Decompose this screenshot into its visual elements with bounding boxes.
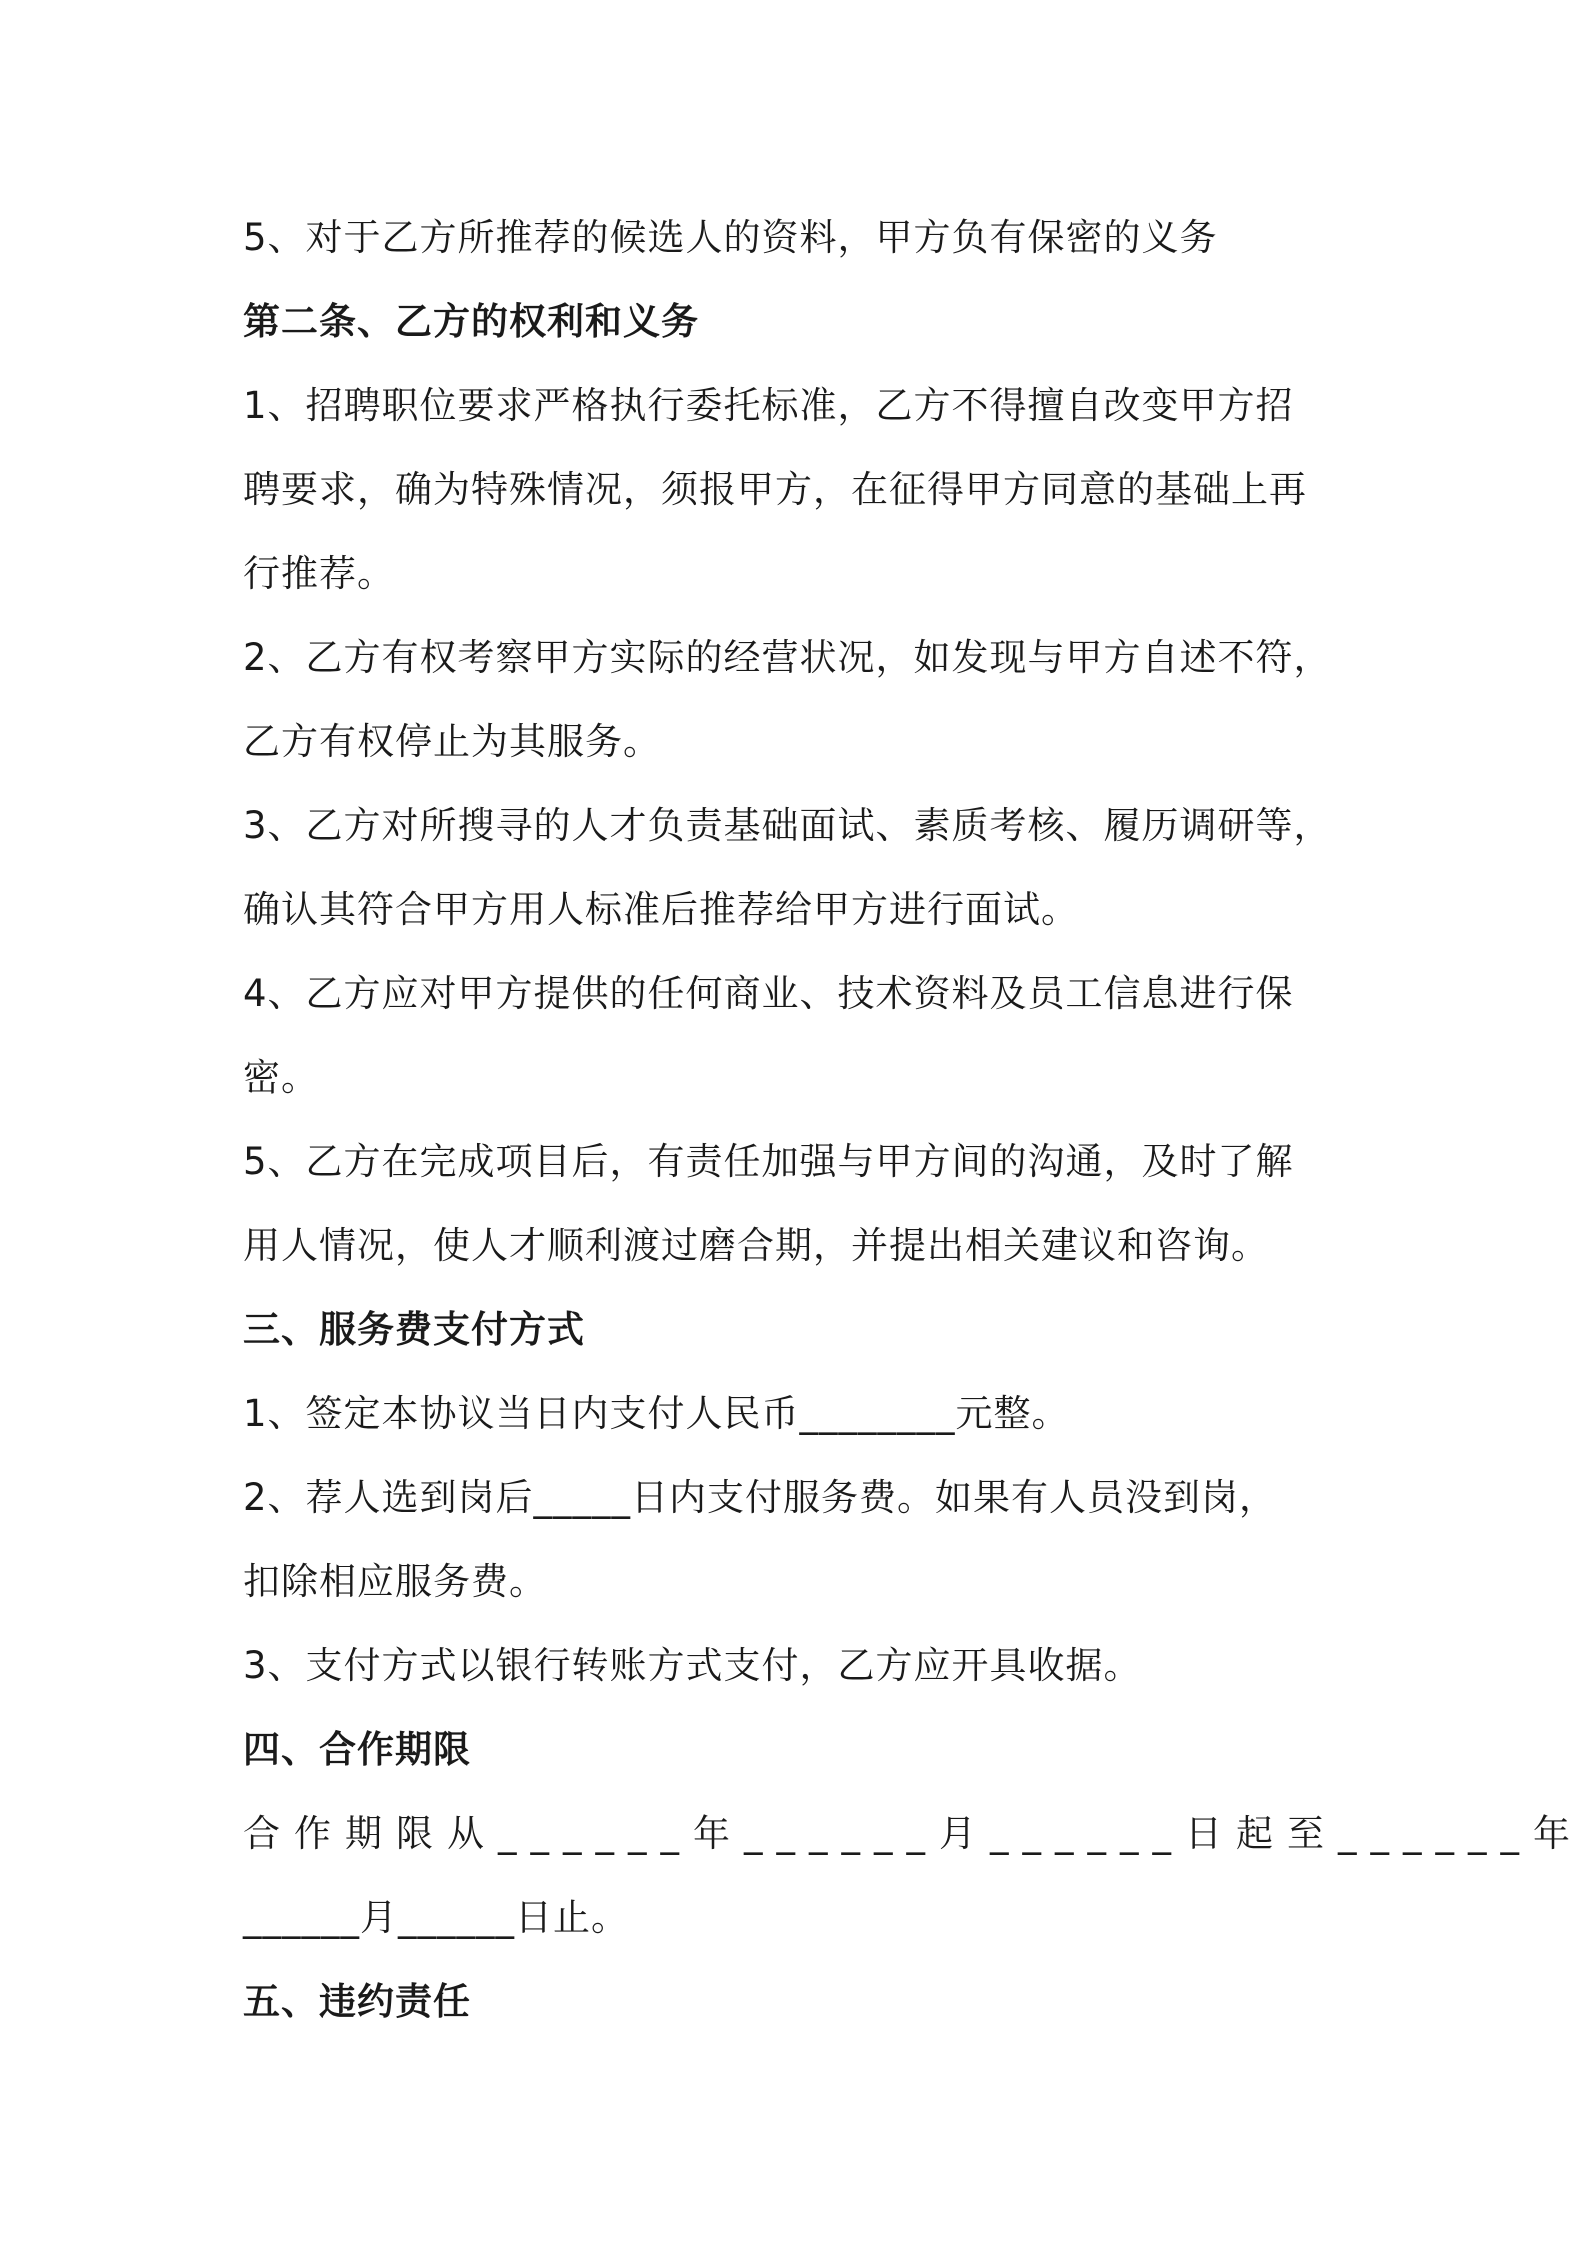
clause-line: 聘要求，确为特殊情况，须报甲方，在征得甲方同意的基础上再 — [243, 468, 1307, 511]
clause-line: 乙方有权停止为其服务。 — [243, 720, 661, 763]
clause-line: 扣除相应服务费。 — [243, 1560, 547, 1603]
section-heading: 五、违约责任 — [243, 1980, 471, 2023]
clause-line: 1、签定本协议当日内支付人民币________元整。 — [243, 1392, 1070, 1435]
clause-line: 密。 — [243, 1056, 319, 1099]
document-body — [243, 196, 1584, 2044]
clause-line: 2、乙方有权考察甲方实际的经营状况，如发现与甲方自述不符， — [243, 636, 1332, 679]
clause-line: 3、乙方对所搜寻的人才负责基础面试、素质考核、履历调研等， — [243, 804, 1332, 847]
clause-line: 3、支付方式以银行转账方式支付，乙方应开具收据。 — [243, 1644, 1142, 1687]
clause-line: 1、招聘职位要求严格执行委托标准，乙方不得擅自改变甲方招 — [243, 384, 1294, 427]
section-heading: 第二条、乙方的权利和义务 — [243, 300, 699, 343]
section-heading: 三、服务费支付方式 — [243, 1308, 585, 1351]
clause-line: 合作期限从______年______月______日起至______年 — [243, 1812, 1584, 1855]
clause-line: 2、荐人选到岗后_____日内支付服务费。如果有人员没到岗， — [243, 1476, 1278, 1519]
section-heading: 四、合作期限 — [243, 1728, 471, 1771]
clause-line: 确认其符合甲方用人标准后推荐给甲方进行面试。 — [243, 888, 1079, 931]
clause-line: 5、乙方在完成项目后，有责任加强与甲方间的沟通，及时了解 — [243, 1140, 1294, 1183]
clause-line: 4、乙方应对甲方提供的任何商业、技术资料及员工信息进行保 — [243, 972, 1294, 1015]
clause-line: ______月______日止。 — [243, 1896, 629, 1939]
clause-line: 行推荐。 — [243, 552, 395, 595]
clause-line: 5、对于乙方所推荐的候选人的资料，甲方负有保密的义务 — [243, 216, 1218, 259]
clause-line: 用人情况，使人才顺利渡过磨合期，并提出相关建议和咨询。 — [243, 1224, 1269, 1267]
